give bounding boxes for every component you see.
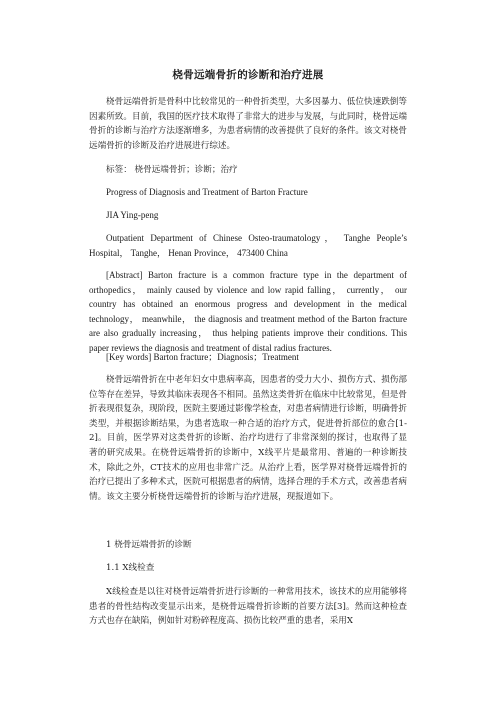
english-title: Progress of Diagnosis and Treatment of Barton Fracture [106,187,308,197]
english-affiliation: Outpatient Department of Chinese Osteo-traumatology， Tanghe People’s Hospital， Tanghe， Henan Province， 473400 China [89,233,407,258]
paper-title: 桡骨远端骨折的诊断和治疗进展 [172,69,324,81]
section-heading-1: 1 桡骨远端骨折的诊断 [106,540,192,550]
english-abstract: [Abstract] Barton fracture is a common fracture type in the department of orthopedics， mainly caused by violence and low rapid falling， currently， our country has obtained an enormous progress and development in the medical technology， meanwhile， the diagnosis and treatment method of the Barton fracture are also gradually increasing， thus helping patients improve their conditions. This paper reviews the diagnosis and treatment of distal radius fractures. [89,270,407,353]
chinese-abstract: 桡骨远端骨折是骨科中比较常见的一种骨折类型，大多因暴力、低位快速跌倒等因素所致。目前，我国的医疗技术取得了非常大的进步与发展，与此同时，桡骨远端骨折的诊断与治疗方法逐渐增多，为患者病情的改善提供了良好的条件。该文对桡骨远端骨折的诊断及治疗进展进行综述。 [89,97,407,151]
xray-paragraph: X线检查是以往对桡骨远端骨折进行诊断的一种常用技术，该技术的应用能够将患者的骨性结构改变显示出来，是桡骨远端骨折诊断的首要方法[3]。然而这种检查方式也存在缺陷，例如针对粉碎程度高、损伤比较严重的患者，采用X [89,587,407,627]
section-heading-1-1: 1.1 X线检查 [106,563,155,573]
chinese-keywords: 标签： 桡骨远端骨折；诊断；治疗 [106,165,238,175]
english-keywords: [Key words] Barton fracture；Diagnosis；Treatment [106,352,299,362]
introduction-paragraph: 桡骨远端骨折在中老年妇女中患病率高，因患者的受力大小、损伤方式、损伤部位等存在差异，导致其临床表现各不相同。虽然这类骨折在临床中比较常见，但是骨折表现很复杂，现阶段，医院主要通过影像学检查，对患者病情进行诊断，明确骨折类型，并根据诊断结果，为患者选取一种合适的治疗方式，促进骨折部位的愈合[1-2]。目前，医学界对这类骨折的诊断、治疗均进行了非常深刻的探讨，也取得了显著的研究成果。在桡骨远端骨折的诊断中，X线平片是最常用、普遍的一种诊断技术，除此之外，CT技术的应用也非常广泛。从治疗上看，医学界对桡骨远端骨折的治疗已提出了多种术式，医院可根据患者的病情，选择合理的手术方式，改善患者病情。该文主要分析桡骨远端骨折的诊断与治疗进展，现报道如下。 [89,375,407,502]
english-author: JIA Ying-peng [106,210,159,220]
